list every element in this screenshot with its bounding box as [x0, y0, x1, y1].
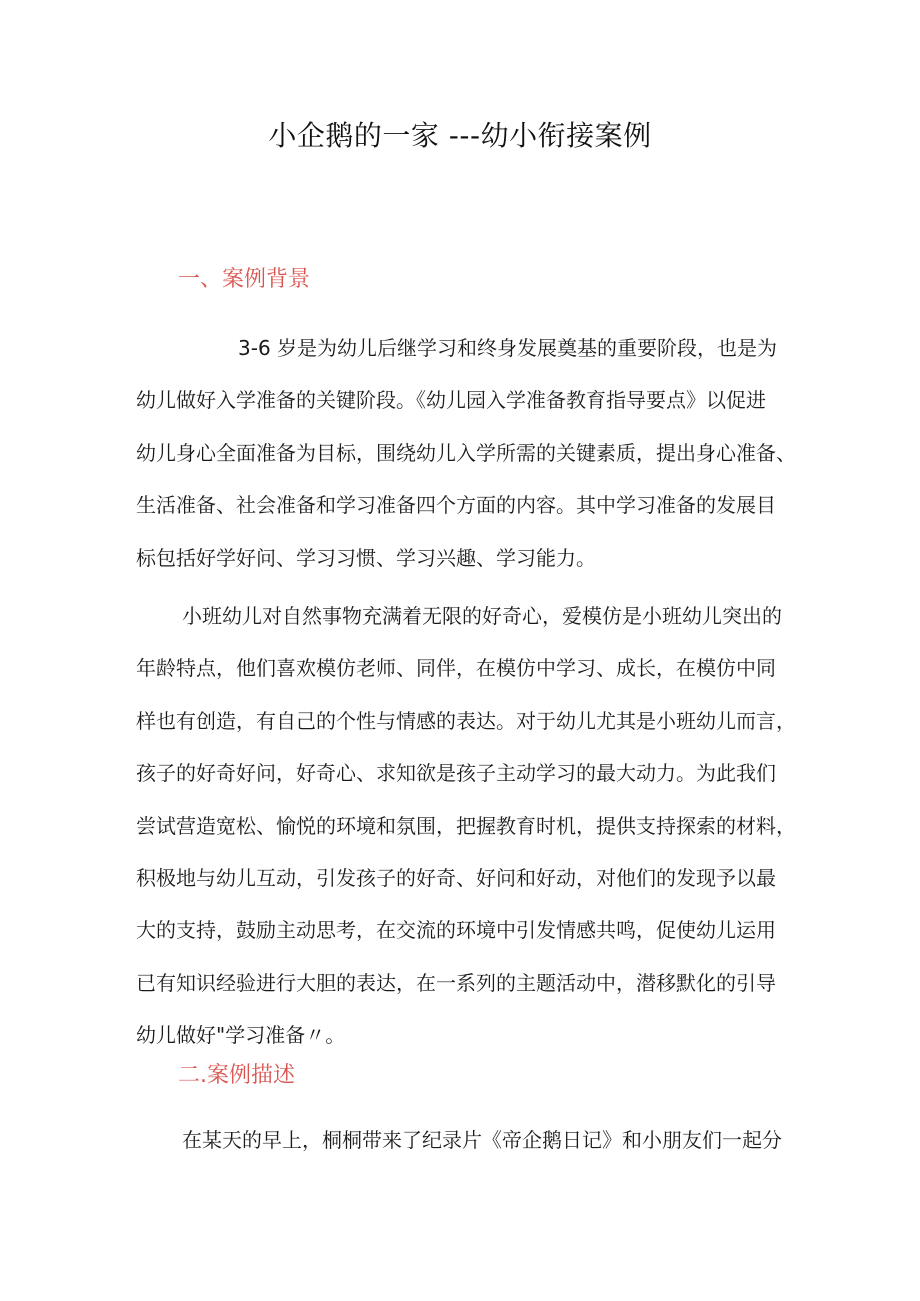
text-line: 大的支持，鼓励主动思考，在交流的环境中引发情感共鸣，促使幼儿运用: [136, 918, 776, 943]
section-heading-description: 二.案例描述: [178, 1063, 295, 1088]
document-title: 小企鹅的一家 ---幼小衔接案例: [268, 119, 652, 152]
text-line: 在某天的早上，桐桐带来了纪录片《帝企鹅日记》和小朋友们一起分: [182, 1128, 782, 1152]
text-line: 幼儿做好"学习准备〃。: [136, 1023, 346, 1048]
section-heading-background: 一、案例背景: [178, 267, 311, 292]
text-line: 3-6 岁是为幼儿后继学习和终身发展奠基的重要阶段，也是为: [238, 336, 778, 360]
text-line: 积极地与幼儿互动，引发孩子的好奇、好问和好动，对他们的发现予以最: [136, 865, 776, 890]
text-line: 幼儿身心全面准备为目标，围绕幼儿入学所需的关键素质，提出身心准备、: [136, 440, 796, 465]
text-line: 幼儿做好入学准备的关键阶段。《幼儿园入学准备教育指导要点》以促进: [136, 388, 766, 413]
paragraph-description-1: [136, 1114, 782, 1166]
text-line: 生活准备、社会准备和学习准备四个方面的内容。其中学习准备的发展目: [136, 493, 776, 518]
paragraph-background-2: [136, 590, 796, 1062]
text-line: 尝试营造宽松、愉悦的环境和氛围，把握教育时机，提供支持探索的材料，: [136, 813, 796, 838]
text-line: 小班幼儿对自然事物充满着无限的好奇心，爱模仿是小班幼儿突出的: [182, 604, 782, 628]
text-line: 孩子的好奇好问，好奇心、求知欲是孩子主动学习的最大动力。为此我们: [136, 761, 776, 786]
text-line: 已有知识经验进行大胆的表达，在一系列的主题活动中，潜移默化的引导: [136, 970, 776, 995]
text-line: 标包括好学好问、学习习惯、学习兴趣、学习能力。: [136, 545, 596, 570]
text-line: 样也有创造，有自己的个性与情感的表达。对于幼儿尤其是小班幼儿而言，: [136, 708, 796, 733]
paragraph-background-1: [136, 322, 796, 584]
text-line: 年龄特点，他们喜欢模仿老师、同伴，在模仿中学习、成长，在模仿中同: [136, 656, 776, 681]
